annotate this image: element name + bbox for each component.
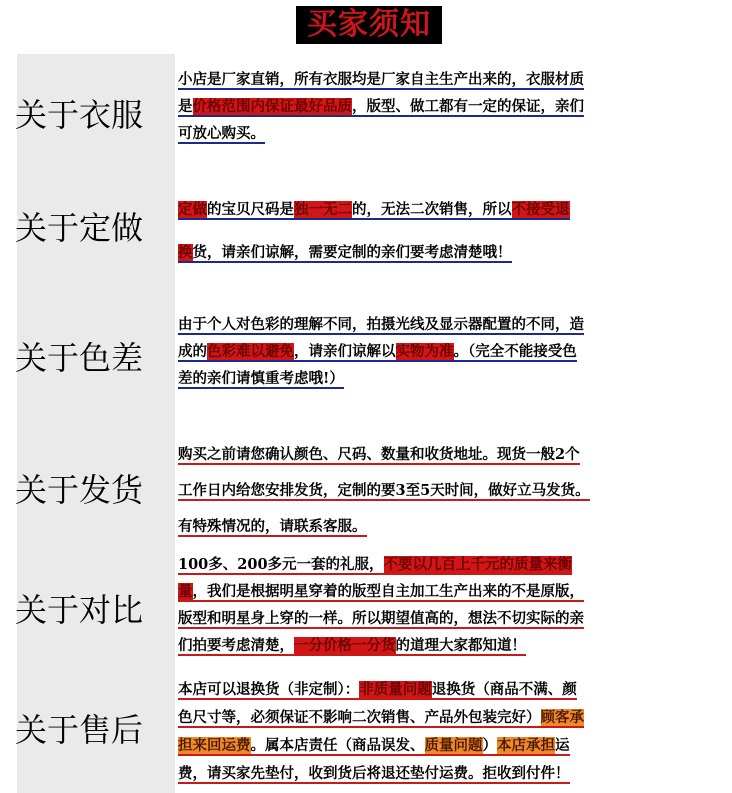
text-segment: 可放心购买。 bbox=[178, 125, 265, 142]
text-segment: 。属本店责任（商品误发、 bbox=[250, 737, 425, 754]
text-line bbox=[178, 605, 718, 632]
text-segment: 费，请买家先垫付，收到货后将退还垫付运费。拒收到付件！ bbox=[178, 765, 570, 782]
section-text-clothing bbox=[178, 66, 718, 147]
section-text-color bbox=[178, 311, 718, 392]
underlined-text bbox=[178, 681, 577, 700]
text-line bbox=[178, 732, 718, 760]
text-line bbox=[178, 437, 718, 473]
underlined-text bbox=[178, 201, 570, 220]
text-line bbox=[178, 188, 718, 231]
text-segment: 。（完全不能接受色 bbox=[453, 343, 577, 360]
text-segment: ） bbox=[482, 737, 497, 754]
section-label-clothing: 关于衣服 bbox=[15, 96, 144, 134]
text-line bbox=[178, 311, 718, 338]
section-text-aftersale bbox=[178, 676, 718, 788]
text-segment: 色尺寸等，必须保证不影响二次销售、产品外包装完好） bbox=[178, 709, 541, 726]
text-segment: ，我们是根据明星穿着的版型自主加工生产出来的不是原版， bbox=[192, 583, 584, 600]
underlined-text bbox=[178, 98, 584, 117]
text-line bbox=[178, 760, 718, 788]
section-text-compare bbox=[178, 551, 718, 659]
highlighted-text: 不接受退 bbox=[511, 201, 570, 218]
underlined-text bbox=[178, 518, 367, 537]
underlined-text bbox=[178, 316, 584, 335]
highlighted-text: 顾客承 bbox=[540, 709, 584, 726]
underlined-text bbox=[178, 709, 584, 728]
text-segment: 购买之前请您确认颜色、尺码、数量和收货地址。现货一般2个 bbox=[178, 446, 580, 463]
underlined-text bbox=[178, 765, 570, 784]
underlined-text bbox=[178, 737, 570, 756]
text-line bbox=[178, 509, 718, 545]
underlined-text bbox=[178, 637, 526, 656]
text-segment: 本店可以退换货（非定制）： bbox=[178, 681, 360, 698]
text-segment: 100多、200多元一套的礼服， bbox=[178, 556, 384, 573]
text-line bbox=[178, 632, 718, 659]
highlighted-text: 实物为准 bbox=[395, 343, 454, 360]
text-line bbox=[178, 93, 718, 120]
text-segment: 工作日内给您安排发货，定制的要3至5天时间，做好立马发货。 bbox=[178, 482, 590, 499]
highlighted-text: 质量问题 bbox=[424, 737, 483, 754]
underlined-text bbox=[178, 370, 344, 389]
text-line bbox=[178, 704, 718, 732]
section-label-shipping: 关于发货 bbox=[15, 471, 144, 509]
section-text-custom bbox=[178, 188, 718, 274]
underlined-text bbox=[178, 583, 584, 602]
text-segment: 的，无法二次销售，所以 bbox=[352, 201, 512, 218]
highlighted-text: 量 bbox=[178, 583, 193, 600]
highlighted-text: 价格范围内保证最好品质 bbox=[192, 98, 352, 115]
highlighted-text: 独一无二 bbox=[294, 201, 352, 218]
text-line bbox=[178, 338, 718, 365]
text-segment: 版型和明星身上穿的一样。所以期望值高的，想法不切实际的亲 bbox=[178, 610, 584, 627]
highlighted-text: 本店承担 bbox=[497, 737, 555, 754]
highlighted-text: 担来回运费 bbox=[178, 737, 251, 754]
section-label-color: 关于色差 bbox=[15, 339, 144, 377]
text-segment: 是 bbox=[178, 98, 193, 115]
text-segment: 们拍要考虑清楚， bbox=[178, 637, 294, 654]
highlighted-text: 一分价格一分货 bbox=[294, 637, 396, 654]
text-segment: 货，请亲们谅解，需要定制的亲们要考虑清楚哦！ bbox=[192, 244, 512, 261]
text-segment: ，请亲们谅解以 bbox=[294, 343, 396, 360]
highlighted-text: 定做 bbox=[178, 201, 207, 218]
section-label-aftersale: 关于售后 bbox=[15, 711, 144, 749]
text-segment: 小店是厂家直销，所有衣服均是厂家自主生产出来的，衣服材质 bbox=[178, 71, 584, 88]
section-label-compare: 关于对比 bbox=[15, 591, 144, 629]
text-segment: 由于个人对色彩的理解不同，拍摄光线及显示器配置的不同，造 bbox=[178, 316, 584, 333]
underlined-text bbox=[178, 125, 265, 144]
text-line bbox=[178, 551, 718, 578]
text-line bbox=[178, 578, 718, 605]
page-title: 买家须知 bbox=[296, 6, 442, 44]
section-text-shipping bbox=[178, 437, 718, 545]
text-segment: 的道理大家都知道！ bbox=[395, 637, 526, 654]
text-line bbox=[178, 676, 718, 704]
text-segment: 的宝贝尺码是 bbox=[207, 201, 294, 218]
underlined-text bbox=[178, 71, 584, 90]
highlighted-text: 非质量问题 bbox=[359, 681, 432, 698]
text-segment: 有特殊情况的，请联系客服。 bbox=[178, 518, 367, 535]
underlined-text bbox=[178, 343, 577, 362]
text-line bbox=[178, 231, 718, 274]
text-segment: 退换货（商品不满、颜 bbox=[431, 681, 577, 698]
text-line bbox=[178, 120, 718, 147]
text-segment: 差的亲们请慎重考虑哦!） bbox=[178, 370, 344, 387]
underlined-text bbox=[178, 244, 512, 263]
text-segment: 运 bbox=[555, 737, 570, 754]
text-segment: 成的 bbox=[178, 343, 207, 360]
sidebar-background bbox=[17, 54, 175, 793]
section-label-custom: 关于定做 bbox=[15, 209, 144, 247]
highlighted-text: 不要以几百上千元的质量来衡 bbox=[383, 556, 573, 573]
text-line bbox=[178, 473, 718, 509]
highlighted-text: 换 bbox=[178, 244, 193, 261]
text-line bbox=[178, 66, 718, 93]
underlined-text bbox=[178, 446, 580, 465]
text-segment: ，版型、做工都有一定的保证，亲们 bbox=[352, 98, 584, 115]
highlighted-text: 色彩难以避免 bbox=[207, 343, 294, 360]
text-line bbox=[178, 365, 718, 392]
underlined-text bbox=[178, 482, 590, 501]
underlined-text bbox=[178, 610, 584, 629]
underlined-text bbox=[178, 556, 572, 575]
